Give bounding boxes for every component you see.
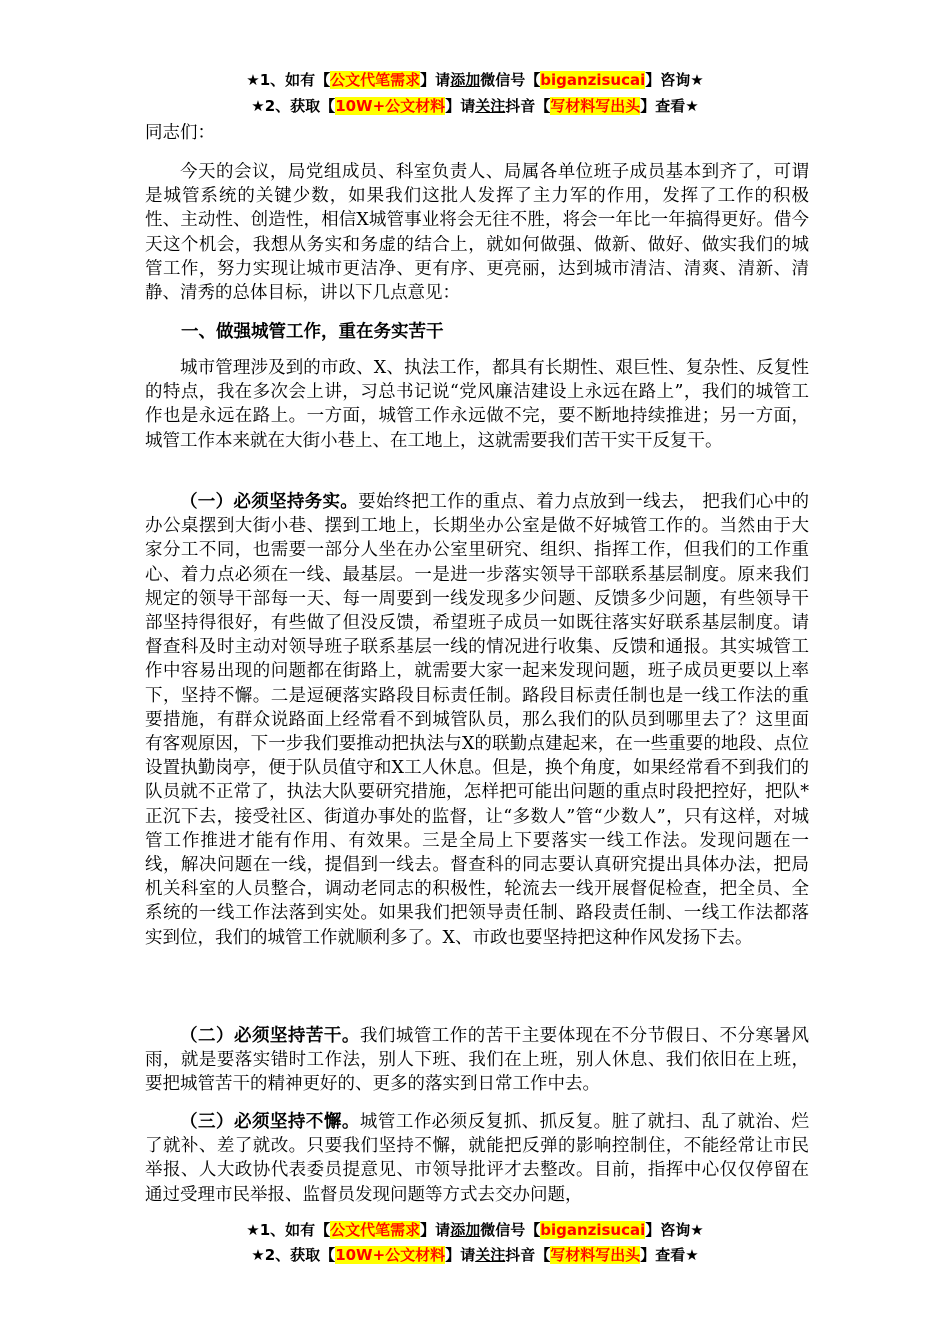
item1-paragraph bbox=[145, 490, 809, 950]
banner-text: 】查看★ bbox=[640, 97, 699, 115]
item3-paragraph bbox=[145, 1110, 809, 1207]
item2-heading: （二）必须坚持苦干。 bbox=[180, 1026, 360, 1046]
top-banner-line-1 bbox=[0, 68, 950, 92]
item1-block bbox=[145, 490, 809, 950]
section1-paragraph: 城市管理涉及到的市政、X、执法工作，都具有长期性、艰巨性、复杂性、反复性的特点，我在多次会上讲，习总书记说“党风廉洁建设上永远在路上”，我们的城管工作也是永远在路上。一方面，城管工作永远做不完，要不断地持续推进；另一方面，城管工作本来就在大街小巷上、在工地上，这就需要我们苦干实干反复干。 bbox=[145, 358, 809, 451]
banner-text: 微信号【 bbox=[480, 1221, 541, 1239]
item1-text: 要始终把工作的重点、着力点放到一线去， 把我们心中的办公桌摆到大街小巷、摆到工地上，长期坐办公室是做不好城管工作的。当然由于大家分工不同，也需要一部分人坐在办公室里研究、组织、指挥工作，但我们的工作重心、着力点必须在一线、最基层。一是进一步落实领导干部联系基层制度。原来我们规定的领导干部每一天、每一周要到一线发现多少问题、反馈多少问题，有些领导干部坚持得很好，有些做了但没反馈，希望班子成员一如既往落实好联系基层制度。请督查科及时主动对领导班子联系基层一线的情况进行收集、反馈和通报。其实城管工作中容易出现的问题都在街路上，就需要大家一起来发现问题，班子成员更要以上率下，坚持不懈。二是逗硬落实路段目标责任制。路段目标责任制也是一线工作法的重要措施，有群众说路面上经常看不到城管队员，那么我们的队员到哪里去了？这里面有客观原因，下一步我们要推动把执法与X的联勤点建起来，在一些重要的地段、点位设置执勤岗亭，便于队员值守和X工人休息。但是，换个角度，如果经常看不到我们的队员就不正常了，执法大队要研究措施，怎样把可能出问题的重点时段把控好，把队*正沉下去，接受社区、街道办事处的监督，让“多数人”管“少数人”，只有这样，对城管工作推进才能有作用、有效果。三是全局上下要落实一线工作法。发现问题在一线，解决问题在一线，提倡到一线去。督查科的同志要认真研究提出具体办法，把局机关科室的人员整合，调动老同志的积极性，轮流去一线开展督促检查，把全员、全系统的一线工作法落到实处。如果我们把领导责任制、路段责任制、一线工作法都落实到位，我们的城管工作就顺利多了。X、市政也要坚持把这种作风发扬下去。 bbox=[145, 492, 809, 948]
banner-highlight: 写材料写出头 bbox=[550, 1246, 641, 1264]
item3-text: 城管工作必须反复抓、抓反复。脏了就扫、乱了就治、烂了就补、差了就改。只要我们坚持不懈，就能把反弹的影响控制住，不能经常让市民举报、人大政协代表委员提意见、市领导批评才去整改。目前，指挥中心仅仅停留在通过受理市民举报、监督员发现问题等方式去交办问题， bbox=[145, 1112, 810, 1205]
item3-block bbox=[145, 1110, 809, 1207]
banner-text: 】请 bbox=[420, 71, 451, 89]
banner-text: 微信号【 bbox=[480, 71, 541, 89]
section1-paragraph-block bbox=[145, 356, 809, 453]
salutation: 同志们： bbox=[145, 123, 215, 143]
section-heading: 一、做强城管工作，重在务实苦干 bbox=[181, 322, 444, 342]
banner-text: 】请 bbox=[445, 97, 476, 115]
banner-highlight: 写材料写出头 bbox=[550, 97, 641, 115]
banner-highlight: 10W+公文材料 bbox=[335, 1246, 446, 1264]
banner-underlined-text: 添加 bbox=[450, 71, 481, 89]
intro-paragraph-block bbox=[145, 160, 809, 305]
banner-text: 抖音【 bbox=[505, 97, 551, 115]
banner-text: 】请 bbox=[420, 1221, 451, 1239]
top-banner-line-2 bbox=[0, 94, 950, 118]
item3-heading: （三）必须坚持不懈。 bbox=[180, 1112, 360, 1132]
banner-text: ★1、如有【 bbox=[246, 71, 331, 89]
bottom-banner-line-1 bbox=[0, 1218, 950, 1242]
intro-paragraph: 今天的会议，局党组成员、科室负责人、局属各单位班子成员基本到齐了，可谓是城管系统的关键少数，如果我们这批人发挥了主力军的作用，发挥了工作的积极性、主动性、创造性，相信X城管事业将会无往不胜，将会一年比一年搞得更好。借今天这个机会，我想从务实和务虚的结合上，就如何做强、做新、做好、做实我们的城管工作，努力实现让城市更洁净、更有序、更亮丽，达到城市清洁、清爽、清新、清静、清秀的总体目标，讲以下几点意见： bbox=[145, 162, 809, 304]
banner-text: 】查看★ bbox=[640, 1246, 699, 1264]
banner-text: ★1、如有【 bbox=[246, 1221, 331, 1239]
banner-highlight: 10W+公文材料 bbox=[335, 97, 446, 115]
bottom-banner-line-2 bbox=[0, 1243, 950, 1267]
banner-text: ★2、获取【 bbox=[251, 97, 336, 115]
banner-underlined-text: 关注 bbox=[475, 1246, 506, 1264]
item2-paragraph bbox=[145, 1024, 809, 1097]
item2-block bbox=[145, 1024, 809, 1097]
banner-highlight: biganzisucai bbox=[540, 1221, 646, 1239]
banner-highlight: 公文代笔需求 bbox=[330, 1221, 421, 1239]
banner-highlight: biganzisucai bbox=[540, 71, 646, 89]
banner-underlined-text: 添加 bbox=[450, 1221, 481, 1239]
banner-text: 】咨询★ bbox=[645, 71, 704, 89]
banner-text: ★2、获取【 bbox=[251, 1246, 336, 1264]
banner-text: 抖音【 bbox=[505, 1246, 551, 1264]
banner-text: 】咨询★ bbox=[645, 1221, 704, 1239]
banner-highlight: 公文代笔需求 bbox=[330, 71, 421, 89]
item2-text: 我们城管工作的苦干主要体现在不分节假日、不分寒暑风雨，就是要落实错时工作法，别人下班、我们在上班，别人休息、我们依旧在上班，要把城管苦干的精神更好的、更多的落实到日常工作中去。 bbox=[145, 1026, 810, 1095]
banner-underlined-text: 关注 bbox=[475, 97, 506, 115]
item1-heading: （一）必须坚持务实。 bbox=[180, 492, 359, 512]
banner-text: 】请 bbox=[445, 1246, 476, 1264]
